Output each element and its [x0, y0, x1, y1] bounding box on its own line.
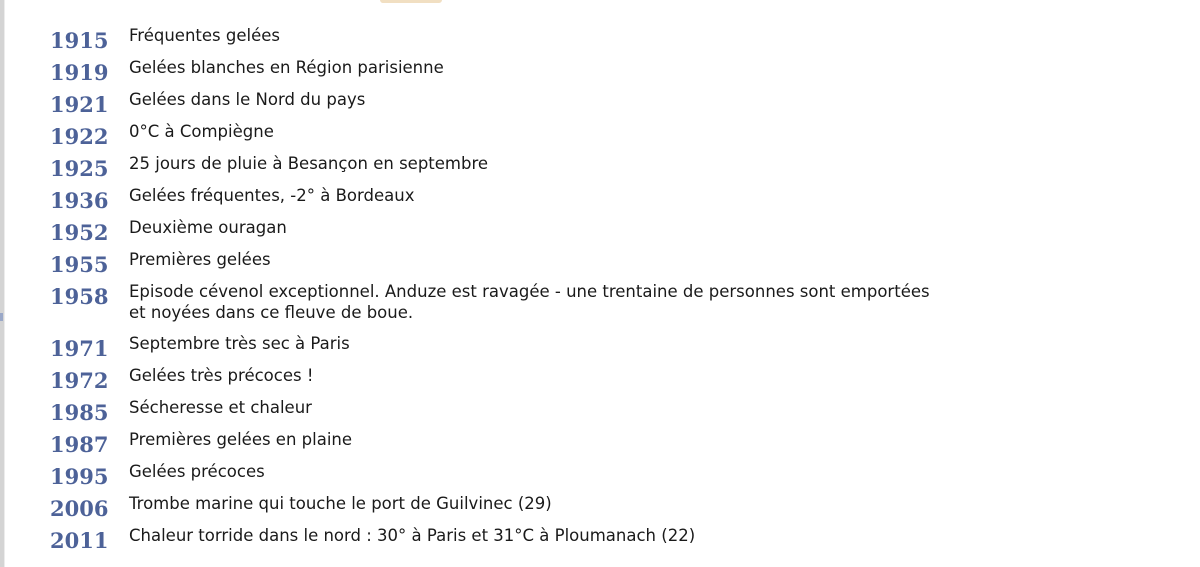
- entry-text-line: et noyées dans ce fleuve de boue.: [129, 302, 414, 322]
- timeline-entry: [50, 364, 1050, 396]
- entry-text: [129, 280, 1009, 332]
- scroll-marker: [0, 313, 3, 321]
- timeline-entry: [50, 88, 1050, 120]
- timeline-entry: [50, 248, 1050, 280]
- entry-text: Sécheresse et chaleur: [129, 398, 312, 417]
- timeline-entry: [50, 396, 1050, 428]
- entry-year: 1925: [50, 156, 109, 181]
- entry-text: Gelées fréquentes, -2° à Bordeaux: [129, 186, 415, 205]
- timeline-entry: [50, 184, 1050, 216]
- entry-year: 1936: [50, 188, 109, 213]
- entry-text: Trombe marine qui touche le port de Guilvinec (29): [129, 494, 552, 513]
- entry-year: 1972: [50, 368, 109, 393]
- entry-year: 1995: [50, 464, 109, 489]
- entry-text: Gelées dans le Nord du pays: [129, 90, 366, 109]
- entry-year: 1955: [50, 252, 109, 277]
- entry-text-line: Episode cévenol exceptionnel. Anduze est ravagée - une trentaine de personnes sont emportées: [129, 282, 930, 301]
- entry-text: Deuxième ouragan: [129, 218, 287, 237]
- entry-year: 1971: [50, 336, 109, 361]
- entry-year: 1919: [50, 60, 109, 85]
- entry-text: Fréquentes gelées: [129, 26, 280, 45]
- entry-year: 1985: [50, 400, 109, 425]
- entry-year: 2006: [50, 496, 109, 521]
- entry-text: Premières gelées en plaine: [129, 430, 353, 449]
- timeline-entry: [50, 56, 1050, 88]
- timeline-entry: [50, 280, 1050, 332]
- entry-text: Septembre très sec à Paris: [129, 334, 350, 353]
- timeline-entry: [50, 428, 1050, 460]
- left-window-border-highlight: [4, 0, 5, 567]
- entry-text: Gelées très précoces !: [129, 366, 314, 385]
- entry-text: Chaleur torride dans le nord : 30° à Paris et 31°C à Ploumanach (22): [129, 526, 696, 545]
- entry-year: 1952: [50, 220, 109, 245]
- timeline-entry: [50, 332, 1050, 364]
- entry-text: Gelées blanches en Région parisienne: [129, 58, 444, 77]
- entry-year: 1987: [50, 432, 109, 457]
- timeline-entry: [50, 460, 1050, 492]
- timeline-list: [50, 24, 1050, 556]
- entry-text: Premières gelées: [129, 250, 271, 269]
- timeline-entry: [50, 524, 1050, 556]
- entry-text: 25 jours de pluie à Besançon en septembre: [129, 154, 489, 173]
- entry-year: 1915: [50, 28, 109, 53]
- entry-year: 1922: [50, 124, 109, 149]
- timeline-entry: [50, 492, 1050, 524]
- top-decoration: [380, 0, 442, 3]
- entry-year: 1958: [50, 284, 109, 309]
- entry-year: 2011: [50, 528, 109, 553]
- timeline-entry: [50, 120, 1050, 152]
- timeline-entry: [50, 216, 1050, 248]
- entry-text: Gelées précoces: [129, 462, 265, 481]
- timeline-entry: [50, 24, 1050, 56]
- entry-year: 1921: [50, 92, 109, 117]
- entry-text: 0°C à Compiègne: [129, 122, 274, 141]
- timeline-entry: [50, 152, 1050, 184]
